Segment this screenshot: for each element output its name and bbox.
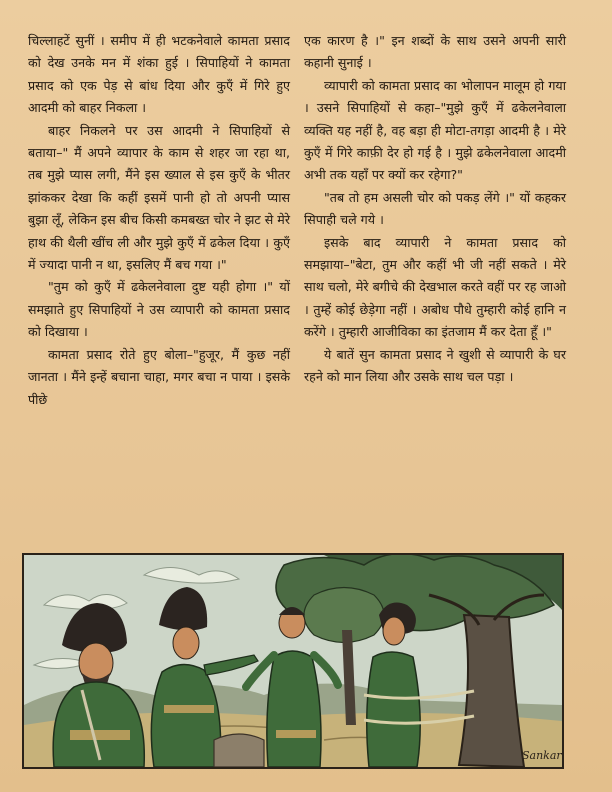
green-coat [367,652,420,767]
right-paragraph-3: "तब तो हम असली चोर को पकड़ लेंगे ।" यों कहकर सिपाही चले गये । [304,189,566,228]
illustration-scene [24,555,562,767]
left-paragraph-4: कामता प्रसाद रोते हुए बोला–"हुजूर, मैं कुछ नहीं जानता । मैंने इन्हें बचाना चाहा, मगर बचा न पाया । इसके पीछे [28,346,290,407]
left-paragraph-2: बाहर निकलने पर उस आदमी ने सिपाहियों से बताया–" मैं अपने व्यापार के काम से शहर जा रहा था, तब मुझे प्यास लगी, मैंने इस ख्याल से इस कुएँ के भीतर झांककर देखा कि कहीं इसमें पानी हो तो अपनी प्यास बुझा लूँ, लेकिन इस बीच किसी कमबख्त चोर ने झट से मेरे हाथ की थैली खींच ली और मुझे कुएँ में ढकेल दिया । कुएँ में ज्यादा पानी न था, इसलिए मैं बच गया ।" [28,122,290,273]
artist-signature: Sankar [522,749,562,762]
right-paragraph-1: एक कारण है ।" इन शब्दों के साथ उसने अपनी सारी कहानी सुनाई । [304,33,566,71]
right-paragraph-5: ये बातें सुन कामता प्रसाद ने खुशी से व्यापारी के घर रहने को मान लिया और उसके साथ चल पड़ा । [304,346,566,385]
well [214,734,264,767]
right-text-column [304,30,566,389]
right-paragraph-2: व्यापारी को कामता प्रसाद का भोलापन मालूम हो गया । उसने सिपाहियों से कहा–"मुझे कुएँ में ढकेलनेवाला व्यक्ति यह नहीं है, वह बड़ा ही मोटा-तगड़ा आदमी है । मेरे कुएँ में गिरे काफ़ी देर हो गई है । मुझे ढकेलनेवाला आदमी अभी तक यहाँ पर क्यों कर रहेगा?" [304,77,566,183]
green-kurta [267,651,321,767]
left-text-column [28,30,290,411]
green-coat [151,664,220,767]
left-paragraph-3: "तुम को कुएँ में ढकेलनेवाला दुष्ट यही होगा ।" यों समझाते हुए सिपाहियों ने उस व्यापारी को कामता प्रसाद को दिखाया । [28,279,290,340]
left-paragraph-1: चिल्लाहटें सुनीं । समीप में ही भटकनेवाले कामता प्रसाद को देख उनके मन में शंका हुई । सिपाहियों ने कामता प्रसाद को एक पेड़ से बांध दिया और कुएँ में गिरे हुए आदमी को बाहर निकला । [28,33,290,116]
story-illustration [22,553,564,769]
right-paragraph-4: इसके बाद व्यापारी ने कामता प्रसाद को समझाया–"बेटा, तुम और कहीं भी जी नहीं सकते । मेरे साथ चलो, मेरे बगीचे की देखभाल करते वहीं पर रह जाओ । तुम्हें कोई छेड़ेगा नहीं । अबोध पौधे तुम्हारी कोई हानि न करेंगे । तुम्हारी आजीविका का इंतजाम मैं कर देता हूँ ।" [304,234,566,340]
